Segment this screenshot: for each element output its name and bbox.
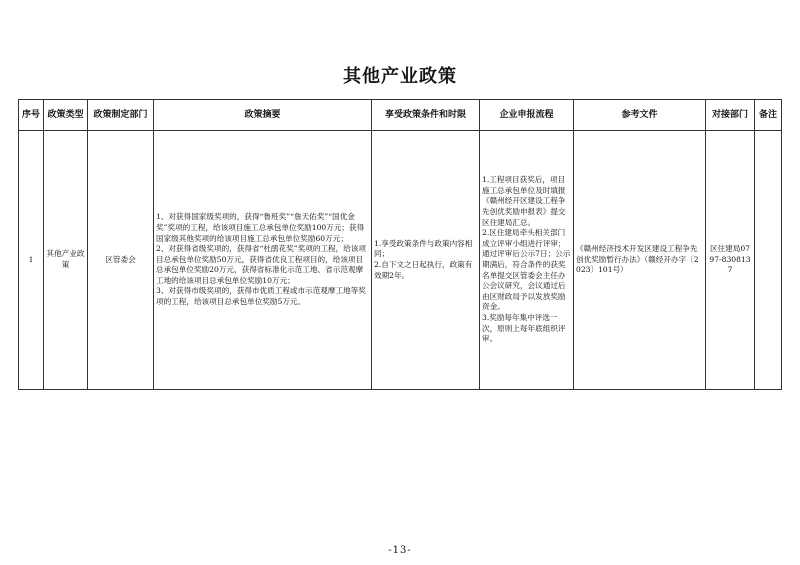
cell-process	[480, 131, 574, 390]
cell-reference: 《赣州经济技术开发区建设工程争先创优奖励暂行办法》（赣经开办字〔2023〕101号）	[574, 131, 706, 390]
header-index: 序号	[19, 100, 44, 131]
header-summary: 政策摘要	[154, 100, 372, 131]
summary-item-2: 2、对获得省级奖项的，获得省“杜鹃花奖”奖项的工程，给该项目总承包单位奖励50万元，获得省优良工程项目的，给该项目总承包单位奖励20万元，获得省标准化示范工地、省示范观摩工地的给该项目总承包单位奖励10万元；	[156, 244, 367, 285]
policy-table	[18, 99, 782, 390]
summary-item-3: 3、对获得市级奖项的，获得市优质工程或市示范观摩工地等奖项的工程，给该项目总承包单位奖励5万元。	[156, 286, 366, 307]
condition-item-1: 1.享受政策条件与政策内容相同；	[374, 238, 473, 259]
process-step-1: 1.工程项目获奖后，项目施工总承包单位及时填报《赣州经开区建设工程争先创优奖励申报表》提交区住建局汇总。	[482, 175, 566, 227]
cell-policy-type: 其他产业政策	[44, 131, 88, 390]
table-row	[19, 131, 782, 390]
cell-summary	[154, 131, 372, 390]
page-title: 其他产业政策	[343, 66, 457, 87]
summary-item-1: 1、对获得国家级奖项的，获得“鲁班奖”“詹天佑奖”“国优金奖”奖项的工程，给该项目施工总承包单位奖励100万元；获得国家级其他奖项的给该项目施工总承包单位奖励60万元；	[156, 212, 365, 243]
condition-item-2: 2.自下文之日起执行，政策有效期2年。	[374, 260, 473, 280]
header-process: 企业申报流程	[480, 100, 574, 131]
cell-remark	[755, 131, 782, 390]
process-step-3: 3.奖励每年集中评选一次，原则上每年底组织评审。	[482, 312, 566, 344]
header-policy-type: 政策类型	[44, 100, 88, 131]
cell-contact: 区住建局0797-8308137	[706, 131, 755, 390]
cell-department: 区管委会	[88, 131, 154, 390]
table-header-row	[19, 100, 782, 131]
header-contact: 对接部门	[706, 100, 755, 131]
page-number: -13-	[388, 545, 412, 556]
header-department: 政策制定部门	[88, 100, 154, 131]
header-conditions: 享受政策条件和时限	[372, 100, 480, 131]
cell-conditions	[372, 131, 480, 390]
process-step-2: 2.区住建局牵头相关部门成立评审小组进行评审；通过评审后公示7日；公示期满后，符合条件的获奖名单提交区管委会主任办公会议研究，会议通过后由区财政局予以发放奖励资金。	[482, 228, 571, 312]
header-reference: 参考文件	[574, 100, 706, 131]
header-remark: 备注	[755, 100, 782, 131]
cell-index: 1	[19, 131, 44, 390]
